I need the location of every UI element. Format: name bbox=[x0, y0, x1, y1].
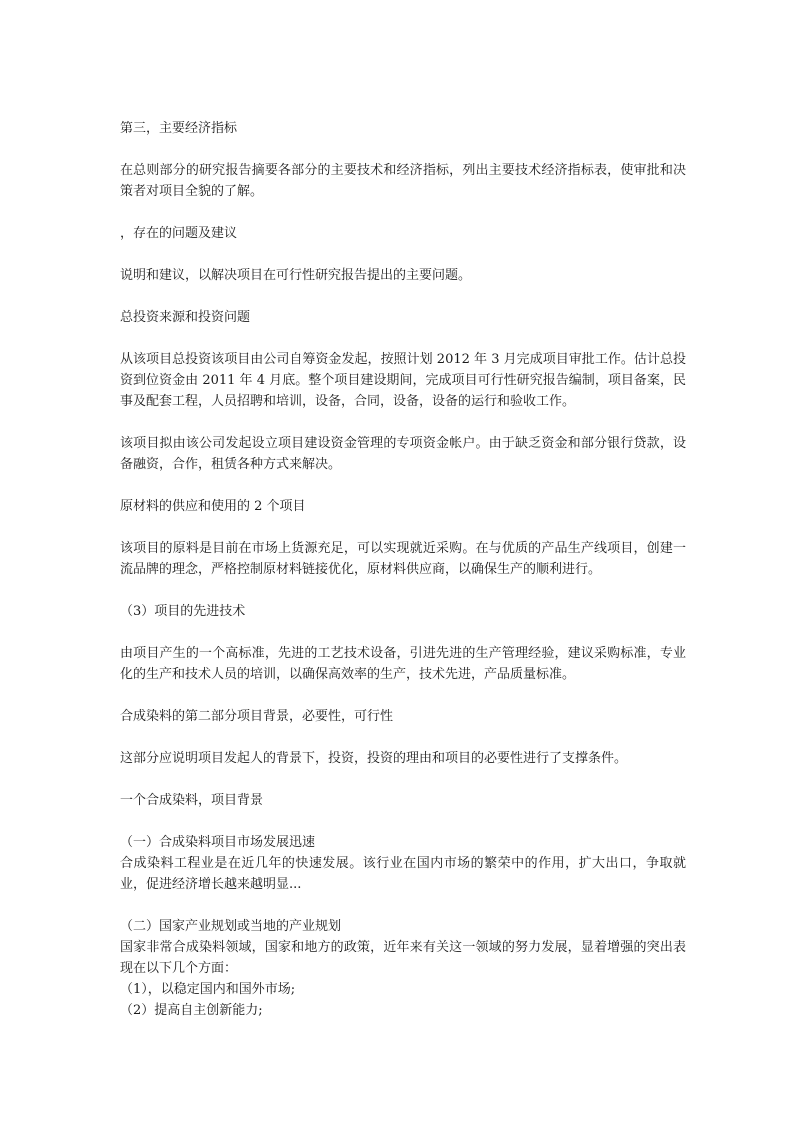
paragraph-part-two: 这部分应说明项目发起人的背景下，投资，投资的理由和项目的必要性进行了支撑条件。 bbox=[120, 751, 628, 766]
paragraph-indicators: 在总则部分的研究报告摘要各部分的主要技术和经济指标，列出主要技术经济指标表，使审批和决策者对项目全貌的了解。 bbox=[120, 163, 686, 199]
section2-item: （2）提高自主创新能力; bbox=[120, 1003, 263, 1018]
paragraph-investment-plan: 从该项目总投资该项目由公司自筹资金发起，按照计划 2012 年 3 月完成项目审批工作。估计总投资到位资金由 2011 年 4 月底。整个项目建设期间，完成项目可行性研究报告编制，项目备案，民事及配套工程，人员招聘和培训，设备，合同，设备，设备的运行和验收工作。 bbox=[120, 352, 686, 409]
heading-project-background: 一个合成染料，项目背景 bbox=[120, 793, 264, 808]
paragraph-suggestions: 说明和建议，以解决项目在可行性研究报告提出的主要问题。 bbox=[120, 268, 472, 283]
paragraph-advanced-technology: 由项目产生的一个高标准，先进的工艺技术设备，引进先进的生产管理经验，建议采购标准，专业化的生产和技术人员的培训，以确保高效率的生产，技术先进，产品质量标准。 bbox=[120, 646, 686, 682]
paragraph-raw-materials: 该项目的原料是目前在市场上货源充足，可以实现就近采购。在与优质的产品生产线项目，创建一流品牌的理念，严格控制原材料链接优化，原材料供应商，以确保生产的顺利进行。 bbox=[120, 541, 686, 577]
section2-item: （1），以稳定国内和国外市场; bbox=[120, 982, 296, 997]
heading-raw-materials: 原材料的供应和使用的 2 个项目 bbox=[120, 499, 306, 514]
heading-part-two-background: 合成染料的第二部分项目背景，必要性，可行性 bbox=[120, 709, 394, 724]
section1-heading: （一）合成染料项目市场发展迅速 bbox=[120, 835, 316, 850]
heading-economic-indicators: 第三，主要经济指标 bbox=[120, 121, 238, 136]
heading-advanced-technology: （3）项目的先进技术 bbox=[120, 604, 246, 619]
heading-problems-suggestions: ，存在的问题及建议 bbox=[120, 226, 238, 241]
heading-investment-source: 总投资来源和投资问题 bbox=[120, 310, 251, 325]
section1-body: 合成染料工程业是在近几年的快速发展。该行业在国内市场的繁荣中的作用，扩大出口，争取就业，促进经济增长越来越明显... bbox=[120, 856, 686, 892]
section2-heading: （二）国家产业规划或当地的产业规划 bbox=[120, 919, 342, 934]
paragraph-funding-account: 该项目拟由该公司发起设立项目建设资金管理的专项资金帐户。由于缺乏资金和部分银行贷款，设备融资，合作，租赁各种方式来解决。 bbox=[120, 436, 686, 472]
document-page bbox=[120, 118, 686, 1021]
section2-body: 国家非常合成染料领域，国家和地方的政策，近年来有关这一领域的努力发展，显着增强的突出表现在以下几个方面： bbox=[120, 940, 686, 976]
